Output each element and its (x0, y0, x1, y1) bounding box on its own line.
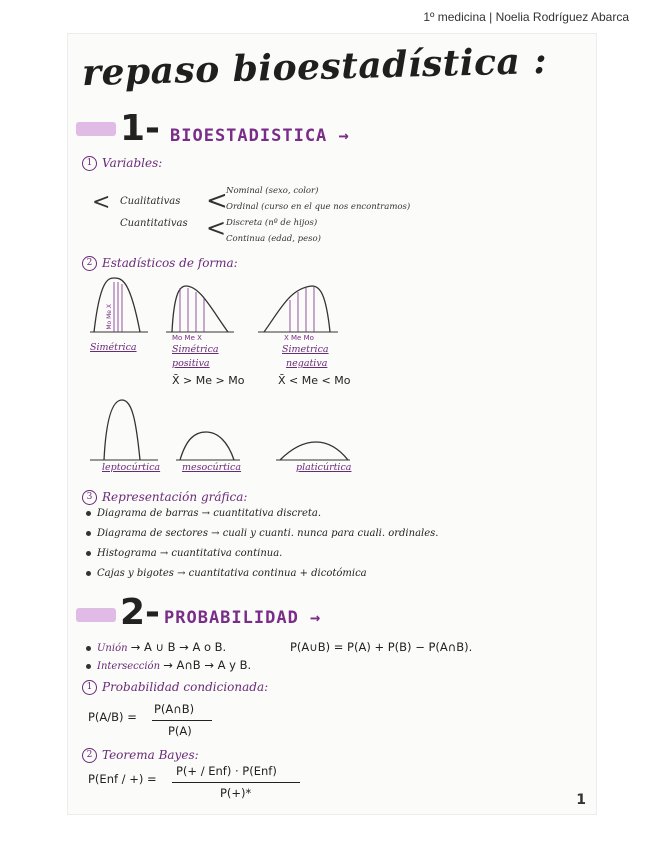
section-number: 2- (120, 592, 160, 633)
highlight-mark (76, 122, 116, 136)
asim-neg-label2: negativa (286, 358, 328, 369)
brace-cuanti: < (206, 214, 227, 242)
highlight-mark (76, 608, 116, 622)
cond-lhs: P(A/B) = (88, 710, 137, 724)
section-number: 1- (120, 108, 160, 149)
fraction-bar (172, 782, 300, 783)
list-item: Diagrama de sectores → cuali y cuanti. nunca para cuali. ordinales. (86, 528, 438, 539)
cualitativas-label: Cualitativas (120, 196, 181, 207)
platicurtica-label: platicúrtica (296, 462, 352, 473)
bayes-numerator: P(+ / Enf) · P(Enf) (176, 764, 277, 778)
symmetric-curve (90, 278, 148, 332)
leptocurtic-curve (90, 400, 158, 460)
page-number: 1 (576, 792, 586, 808)
ordinal-text: Ordinal (curso en el que nos encontramos) (226, 202, 411, 212)
brace-cuali: < (206, 186, 228, 216)
page-header: 1º medicina | Noelia Rodríguez Abarca (423, 10, 629, 24)
negative-skew-curve (258, 286, 338, 332)
interseccion-line: Intersección → A∩B → A y B. (86, 658, 251, 672)
union-formula: P(A∪B) = P(A) + P(B) − P(A∩B). (290, 640, 473, 654)
section-title: PROBABILIDAD → (164, 608, 322, 628)
list-item: Diagrama de barras → cuantitativa discreta. (86, 508, 321, 519)
asim-pos-formula: X̄ > Me > Mo (172, 374, 245, 387)
list-item: Histograma → cuantitativa continua. (86, 548, 282, 559)
positive-skew-curve (166, 286, 234, 332)
curve3-marks: X Me Mo (284, 334, 314, 342)
cond-numerator: P(A∩B) (154, 702, 195, 716)
platicurtic-curve (276, 442, 350, 460)
section-title: BIOESTADISTICA → (170, 126, 350, 146)
bayes-denominator: P(+)* (220, 786, 252, 800)
asim-neg-formula: X̄ < Me < Mo (278, 374, 351, 387)
leptocurtica-label: leptocúrtica (102, 462, 161, 473)
representacion-heading: 3 Representación gráfica: (82, 490, 247, 505)
union-line: Unión → A ∪ B → A o B. (86, 640, 226, 654)
discreta-text: Discreta (nº de hijos) (226, 218, 318, 228)
asim-pos-label1: Simétrica (172, 344, 219, 355)
asim-pos-label2: positiva (172, 358, 210, 369)
curve2-marks: Mo Me X (172, 334, 202, 342)
simetrica-label: Simétrica (90, 342, 137, 353)
bayes-heading: 2 Teorema Bayes: (82, 748, 199, 763)
cond-denominator: P(A) (168, 724, 192, 738)
cuantitativas-label: Cuantitativas (120, 218, 188, 229)
condicionada-heading: 1 Probabilidad condicionada: (82, 680, 268, 695)
asim-neg-label1: Simetrica (282, 344, 329, 355)
bayes-lhs: P(Enf / +) = (88, 772, 157, 786)
nominal-text: Nominal (sexo, color) (226, 186, 319, 196)
curve1-marks: Mo Me X (106, 304, 113, 330)
page-title: repaso bioestadística : (81, 39, 548, 95)
mesocurtic-curve (176, 432, 240, 460)
list-item: Cajas y bigotes → cuantitativa continua + dicotómica (86, 568, 367, 579)
variables-heading: 1 Variables: (82, 156, 162, 171)
continua-text: Continua (edad, peso) (226, 234, 321, 244)
brace-left: < (92, 190, 111, 215)
notebook-page (68, 34, 596, 814)
mesocurtica-label: mesocúrtica (182, 462, 242, 473)
fraction-bar (152, 720, 212, 721)
forma-heading: 2 Estadísticos de forma: (82, 256, 238, 271)
